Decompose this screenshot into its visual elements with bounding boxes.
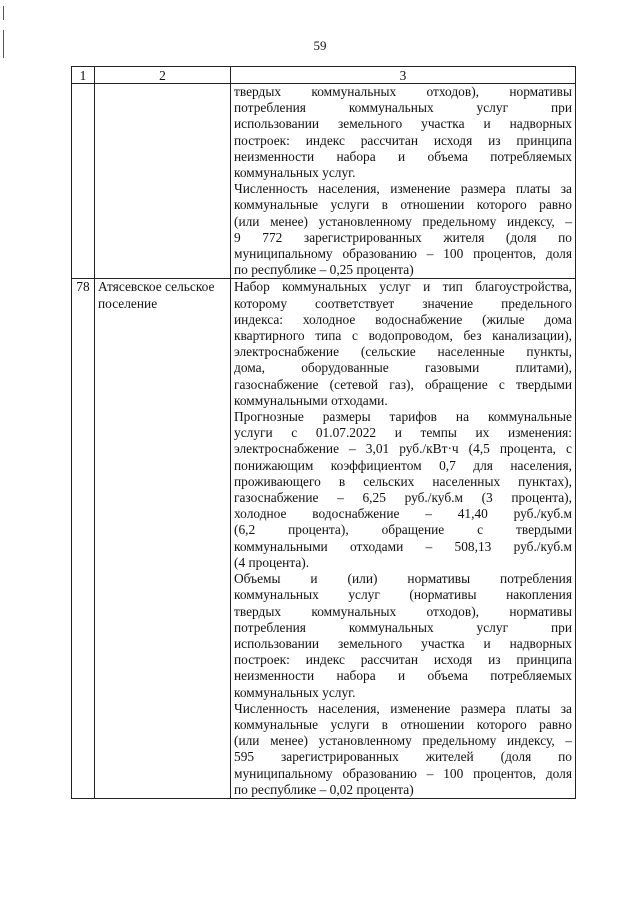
column-header: 2 — [95, 67, 231, 84]
text-line: Прогнозные размеры тарифов на коммунальные — [234, 409, 572, 425]
text-line: холодное водоснабжение – 41,40 руб./куб.м — [234, 506, 572, 522]
page-number: 59 — [313, 38, 327, 53]
settlement-name: Атясевское сельское поселение — [95, 279, 231, 799]
text-line: электроснабжение – 3,01 руб./кВт·ч (4,5 процента, с — [234, 441, 572, 457]
table-header-row — [72, 67, 576, 84]
table-row — [72, 84, 576, 279]
text-line: использовании земельного участка и надворных — [234, 635, 572, 651]
text-line: (4 процента). — [234, 554, 310, 570]
column-header: 3 — [231, 67, 576, 84]
text-line: коммунальные услуги в отношении которого равно — [234, 716, 572, 732]
text-line: 595 зарегистрированных жителей (доля по — [234, 749, 572, 765]
text-line: 9 772 зарегистрированных жителя (доля по — [234, 229, 572, 245]
text-line: Объемы и (или) нормативы потребления — [234, 571, 572, 587]
row-number: 78 — [72, 279, 95, 799]
text-line: построек: индекс рассчитан исходя из принципа — [234, 132, 572, 148]
text-line: потребления коммунальных услуг при — [234, 100, 572, 116]
text-line: коммунальных услуг (нормативы накопления — [234, 587, 572, 603]
document-table — [71, 66, 576, 799]
text-line: квартирного типа с водопроводом, без канализации), — [234, 328, 572, 344]
text-line: твердых коммунальных отходов), нормативы — [234, 84, 572, 99]
text-line: неизменности набора и объема потребляемых — [234, 668, 572, 684]
text-line: индекса: холодное водоснабжение (жилые дома — [234, 311, 572, 327]
text-line: услуги с 01.07.2022 и темпы их изменения: — [234, 425, 572, 441]
text-line: по республике – 0,02 процента) — [234, 781, 414, 797]
column-header: 1 — [72, 67, 95, 84]
text-line: дома, оборудованные газовыми плитами), — [234, 360, 572, 376]
text-line: (или менее) установленному предельному индексу, – — [234, 213, 572, 229]
text-line: коммунальных услуг. — [234, 684, 356, 700]
settlement-name — [95, 84, 231, 279]
text-line: неизменности набора и объема потребляемых — [234, 148, 572, 164]
table-row — [72, 279, 576, 799]
text-line: муниципальному образованию – 100 процентов, доля — [234, 246, 572, 262]
description-cell — [231, 84, 576, 279]
margin-tick — [3, 6, 4, 20]
text-line: Численность населения, изменение размера платы за — [234, 181, 572, 197]
text-line: твердых коммунальных отходов), нормативы — [234, 603, 572, 619]
text-line: коммунальные услуги в отношении которого равно — [234, 197, 572, 213]
text-line: коммунальными отходами. — [234, 392, 388, 408]
text-line: построек: индекс рассчитан исходя из принципа — [234, 652, 572, 668]
text-line: Набор коммунальных услуг и тип благоустройства, — [234, 279, 572, 295]
text-line: газоснабжение – 6,25 руб./куб.м (3 процента), — [234, 490, 572, 506]
description-cell — [231, 279, 576, 799]
text-line: муниципальному образованию – 100 процентов, доля — [234, 765, 572, 781]
text-line: использовании земельного участка и надворных — [234, 116, 572, 132]
text-line: (6,2 процента), обращение с твердыми — [234, 522, 572, 538]
text-line: (или менее) установленному предельному индексу, – — [234, 733, 572, 749]
text-line: по республике – 0,25 процента) — [234, 262, 414, 278]
text-line: которому соответствует значение предельного — [234, 295, 572, 311]
text-line: Численность населения, изменение размера платы за — [234, 700, 572, 716]
text-line: проживающего в сельских населенных пунктах), — [234, 473, 572, 489]
text-line: газоснабжение (сетевой газ), обращение с твердыми — [234, 376, 572, 392]
text-line: электроснабжение (сельские населенные пункты, — [234, 344, 572, 360]
text-line: потребления коммунальных услуг при — [234, 619, 572, 635]
row-number — [72, 84, 95, 279]
text-line: понижающим коэффициентом 0,7 для населения, — [234, 457, 572, 473]
text-line: коммунальными отходами – 508,13 руб./куб.м — [234, 538, 572, 554]
text-line: коммунальных услуг. — [234, 165, 356, 181]
